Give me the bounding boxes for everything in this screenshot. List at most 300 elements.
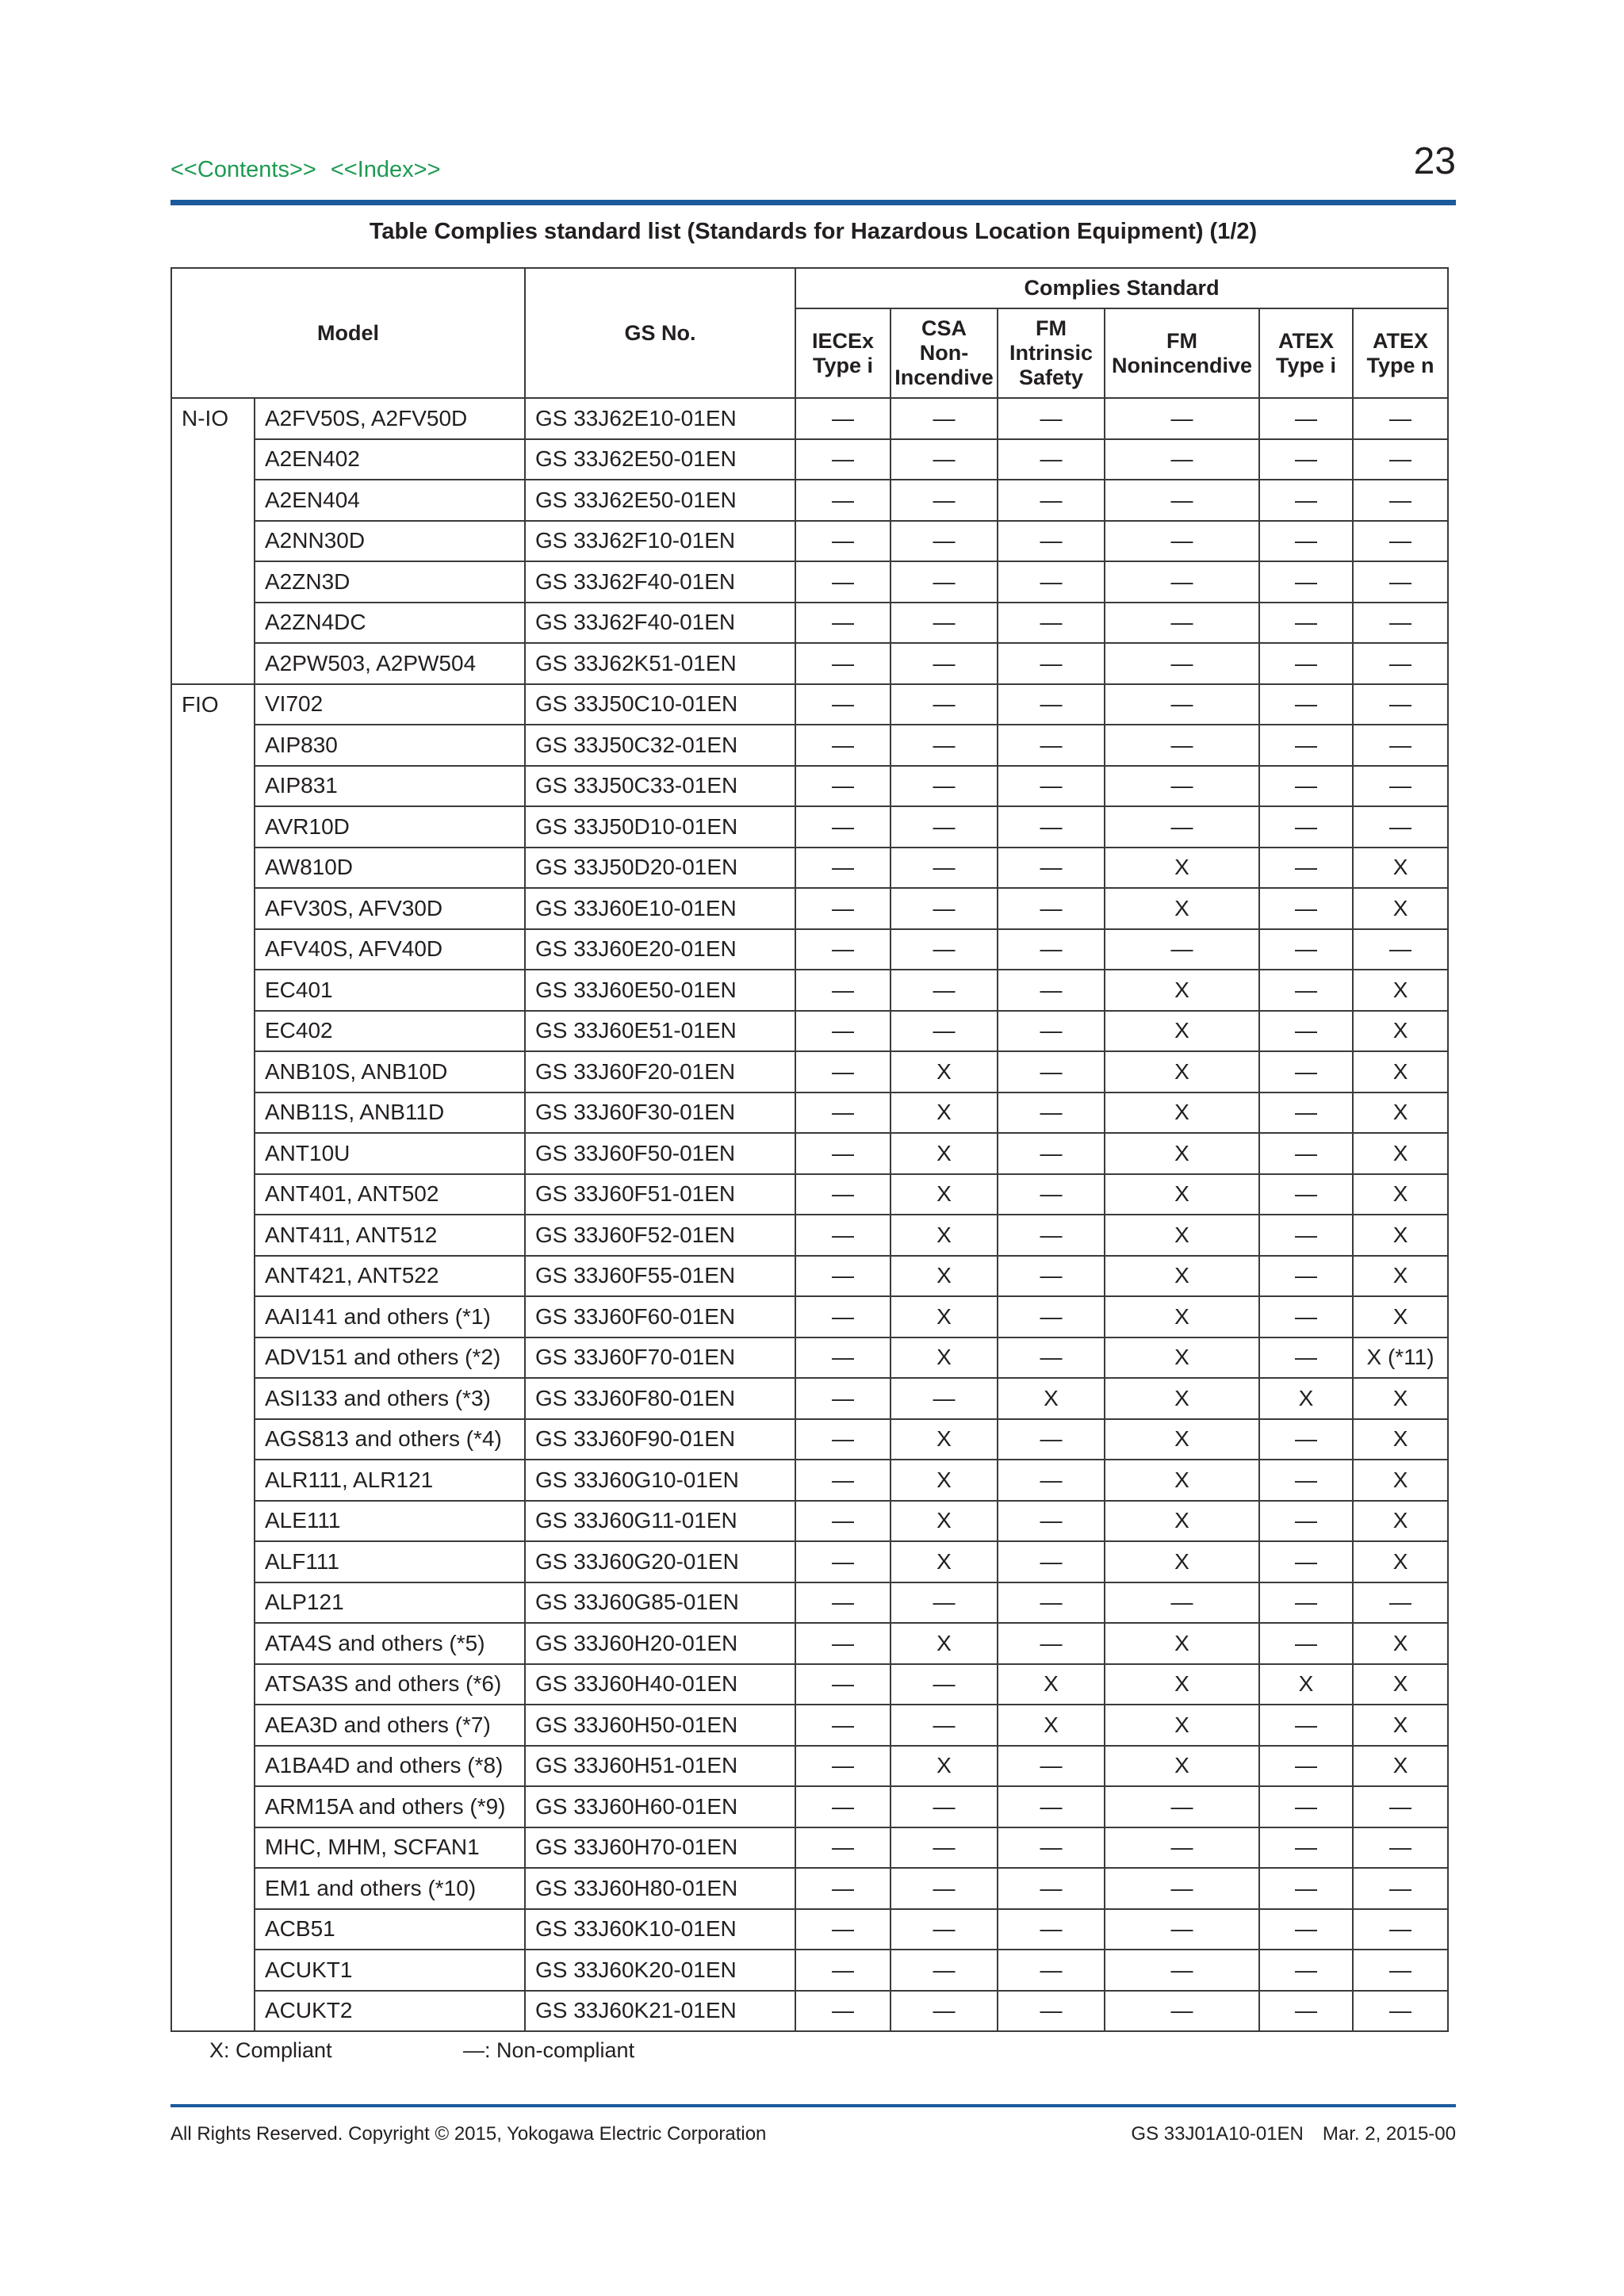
- compliance-cell: X: [1353, 1746, 1448, 1787]
- compliance-cell: —: [1259, 521, 1353, 562]
- compliance-cell: —: [998, 806, 1105, 848]
- gs-number-cell: GS 33J60E50-01EN: [525, 970, 795, 1011]
- table-row: [171, 1746, 1448, 1787]
- compliance-cell: —: [998, 1256, 1105, 1297]
- compliance-cell: —: [795, 1541, 891, 1582]
- compliance-cell: X: [998, 1378, 1105, 1419]
- compliance-cell: —: [795, 1991, 891, 2032]
- compliance-cell: —: [795, 1378, 891, 1419]
- compliance-cell: X: [1105, 1378, 1259, 1419]
- table-row: [171, 1868, 1448, 1909]
- compliance-cell: —: [795, 806, 891, 848]
- compliance-cell: —: [795, 1582, 891, 1624]
- compliance-cell: —: [1105, 1827, 1259, 1869]
- compliance-cell: —: [1259, 929, 1353, 970]
- compliance-cell: —: [998, 480, 1105, 521]
- model-cell: ANT10U: [255, 1133, 525, 1174]
- standard-header-line: Type i: [812, 353, 874, 377]
- compliance-cell: —: [998, 929, 1105, 970]
- compliance-cell: —: [998, 1174, 1105, 1215]
- gs-number-cell: GS 33J62F40-01EN: [525, 603, 795, 644]
- gs-number-cell: GS 33J60G10-01EN: [525, 1460, 795, 1501]
- table-row: [171, 888, 1448, 929]
- compliance-cell: X: [1353, 1296, 1448, 1337]
- compliance-cell: X: [1353, 1501, 1448, 1542]
- gs-number-cell: GS 33J60H60-01EN: [525, 1786, 795, 1827]
- table-row: [171, 1011, 1448, 1052]
- compliance-cell: —: [795, 684, 891, 725]
- compliance-cell: X: [1353, 1623, 1448, 1664]
- compliance-cell: —: [891, 398, 998, 439]
- footer-rule: [170, 2104, 1456, 2107]
- model-cell: ANT421, ANT522: [255, 1256, 525, 1297]
- compliance-cell: —: [795, 766, 891, 807]
- compliance-cell: —: [1259, 603, 1353, 644]
- compliance-cell: —: [891, 1011, 998, 1052]
- gs-number-cell: GS 33J60F20-01EN: [525, 1051, 795, 1093]
- compliance-cell: —: [795, 603, 891, 644]
- table-row: [171, 561, 1448, 603]
- compliance-cell: —: [891, 1705, 998, 1746]
- gs-number-cell: GS 33J60H40-01EN: [525, 1664, 795, 1705]
- compliance-cell: X: [1353, 1133, 1448, 1174]
- table-row: [171, 1541, 1448, 1582]
- compliance-cell: X: [1353, 888, 1448, 929]
- compliance-cell: —: [795, 1419, 891, 1460]
- compliance-cell: —: [891, 1950, 998, 1991]
- contents-link[interactable]: <<Contents>>: [170, 157, 316, 182]
- gs-number-cell: GS 33J50C32-01EN: [525, 725, 795, 766]
- compliance-cell: —: [1105, 643, 1259, 684]
- legend: [209, 2038, 635, 2063]
- gs-number-cell: GS 33J60F80-01EN: [525, 1378, 795, 1419]
- gs-number-cell: GS 33J60G85-01EN: [525, 1582, 795, 1624]
- table-row: [171, 398, 1448, 439]
- page-number: 23: [1413, 140, 1456, 182]
- group-label: N-IO: [171, 398, 255, 684]
- compliance-cell: —: [1259, 1051, 1353, 1093]
- gs-number-cell: GS 33J62F10-01EN: [525, 521, 795, 562]
- group-label: FIO: [171, 684, 255, 2032]
- gs-number-cell: GS 33J60K20-01EN: [525, 1950, 795, 1991]
- compliance-cell: X: [1105, 1093, 1259, 1134]
- compliance-cell: —: [1353, 398, 1448, 439]
- compliance-cell: —: [998, 888, 1105, 929]
- compliance-cell: —: [1105, 806, 1259, 848]
- model-cell: ADV151 and others (*2): [255, 1337, 525, 1379]
- compliance-cell: —: [998, 766, 1105, 807]
- compliance-cell: —: [795, 970, 891, 1011]
- compliance-cell: X: [1353, 1256, 1448, 1297]
- compliance-cell: X: [1105, 1011, 1259, 1052]
- compliance-cell: X: [891, 1746, 998, 1787]
- table-row: [171, 1582, 1448, 1624]
- model-cell: AVR10D: [255, 806, 525, 848]
- model-cell: AFV30S, AFV30D: [255, 888, 525, 929]
- compliance-cell: X: [1105, 1215, 1259, 1256]
- standard-header-line: ATEX: [1277, 328, 1334, 353]
- standard-header: [891, 308, 998, 398]
- table-row: [171, 970, 1448, 1011]
- model-cell: ANB10S, ANB10D: [255, 1051, 525, 1093]
- compliance-cell: X: [1353, 1378, 1448, 1419]
- table-row: [171, 643, 1448, 684]
- compliance-cell: —: [1259, 1501, 1353, 1542]
- model-cell: A2EN404: [255, 480, 525, 521]
- footer-doc-info: [1131, 2123, 1456, 2145]
- compliance-cell: —: [891, 1868, 998, 1909]
- model-cell: ANB11S, ANB11D: [255, 1093, 525, 1134]
- compliance-cell: —: [1259, 1541, 1353, 1582]
- compliance-cell: —: [1259, 684, 1353, 725]
- compliance-cell: X: [891, 1623, 998, 1664]
- compliance-cell: —: [1259, 1746, 1353, 1787]
- compliance-cell: —: [998, 1215, 1105, 1256]
- model-cell: ANT411, ANT512: [255, 1215, 525, 1256]
- compliance-cell: —: [891, 1827, 998, 1869]
- table-row: [171, 1705, 1448, 1746]
- compliance-cell: —: [795, 1746, 891, 1787]
- model-cell: EC402: [255, 1011, 525, 1052]
- compliance-cell: —: [998, 1501, 1105, 1542]
- table-row: [171, 929, 1448, 970]
- compliance-cell: X: [891, 1296, 998, 1337]
- gs-number-cell: GS 33J60H51-01EN: [525, 1746, 795, 1787]
- compliance-cell: —: [1353, 1827, 1448, 1869]
- gs-number-cell: GS 33J50C33-01EN: [525, 766, 795, 807]
- compliance-cell: X: [1105, 1337, 1259, 1379]
- standard-header-line: Type i: [1275, 353, 1337, 377]
- standard-header-line: Type n: [1366, 353, 1434, 377]
- compliance-cell: —: [1259, 806, 1353, 848]
- compliance-cell: X: [1353, 848, 1448, 889]
- gs-number-cell: GS 33J60G11-01EN: [525, 1501, 795, 1542]
- compliance-cell: —: [1353, 1909, 1448, 1950]
- gs-number-cell: GS 33J62E10-01EN: [525, 398, 795, 439]
- compliance-cell: —: [1259, 1786, 1353, 1827]
- legend-non-compliant: —: Non-compliant: [463, 2038, 635, 2062]
- compliance-cell: —: [891, 725, 998, 766]
- compliance-cell: X: [1105, 1296, 1259, 1337]
- compliance-cell: —: [1353, 1868, 1448, 1909]
- compliance-cell: —: [891, 684, 998, 725]
- table-row: [171, 1174, 1448, 1215]
- compliance-cell: —: [998, 1133, 1105, 1174]
- compliance-cell: X: [1105, 1460, 1259, 1501]
- compliance-cell: —: [795, 1174, 891, 1215]
- compliance-cell: —: [998, 1991, 1105, 2032]
- gs-number-cell: GS 33J60F60-01EN: [525, 1296, 795, 1337]
- model-cell: ANT401, ANT502: [255, 1174, 525, 1215]
- compliance-cell: —: [1259, 1419, 1353, 1460]
- compliance-cell: —: [1105, 1950, 1259, 1991]
- gs-number-cell: GS 33J60H50-01EN: [525, 1705, 795, 1746]
- compliance-cell: X: [1353, 1174, 1448, 1215]
- compliance-cell: —: [998, 439, 1105, 480]
- compliance-cell: —: [1259, 1011, 1353, 1052]
- model-cell: AEA3D and others (*7): [255, 1705, 525, 1746]
- compliance-cell: X: [1353, 970, 1448, 1011]
- compliance-cell: —: [795, 1337, 891, 1379]
- standard-header-line: Nonincendive: [1111, 353, 1253, 377]
- compliance-cell: —: [1259, 1337, 1353, 1379]
- compliance-cell: —: [1259, 1215, 1353, 1256]
- model-header: Model: [171, 268, 525, 398]
- compliance-cell: —: [998, 1827, 1105, 1869]
- table-row: [171, 439, 1448, 480]
- gs-number-cell: GS 33J60F55-01EN: [525, 1256, 795, 1297]
- compliance-cell: X: [891, 1215, 998, 1256]
- model-cell: AIP831: [255, 766, 525, 807]
- compliance-cell: —: [998, 1909, 1105, 1950]
- compliance-cell: —: [1259, 1093, 1353, 1134]
- gs-number-cell: GS 33J60F52-01EN: [525, 1215, 795, 1256]
- compliance-cell: —: [1353, 725, 1448, 766]
- compliance-cell: —: [1259, 439, 1353, 480]
- compliance-cell: —: [1105, 684, 1259, 725]
- model-cell: ACUKT2: [255, 1991, 525, 2032]
- model-cell: ALP121: [255, 1582, 525, 1624]
- compliance-cell: —: [795, 888, 891, 929]
- compliance-cell: —: [1259, 725, 1353, 766]
- model-cell: A2ZN3D: [255, 561, 525, 603]
- compliance-cell: —: [1353, 1582, 1448, 1624]
- compliance-cell: —: [1353, 561, 1448, 603]
- compliance-cell: X: [1105, 1174, 1259, 1215]
- standard-header-line: Non-: [919, 341, 969, 365]
- compliance-cell: —: [998, 398, 1105, 439]
- compliance-cell: —: [891, 766, 998, 807]
- standard-header-line: CSA: [921, 316, 967, 340]
- table-row: [171, 1909, 1448, 1950]
- compliance-cell: —: [998, 1541, 1105, 1582]
- compliance-cell: —: [998, 1746, 1105, 1787]
- compliance-cell: —: [891, 806, 998, 848]
- compliance-cell: X: [1353, 1011, 1448, 1052]
- model-cell: ALR111, ALR121: [255, 1460, 525, 1501]
- table-row: [171, 1991, 1448, 2032]
- compliance-cell: —: [795, 1868, 891, 1909]
- table-row: [171, 1786, 1448, 1827]
- compliance-cell: —: [795, 1011, 891, 1052]
- standard-header-line: FM: [1166, 328, 1197, 353]
- standard-header-line: IECEx: [811, 328, 875, 353]
- compliance-cell: X: [1353, 1215, 1448, 1256]
- compliance-cell: X: [1353, 1419, 1448, 1460]
- standard-header: [1259, 308, 1353, 398]
- compliance-cell: X: [1105, 1419, 1259, 1460]
- model-cell: ATA4S and others (*5): [255, 1623, 525, 1664]
- model-cell: VI702: [255, 684, 525, 725]
- compliance-cell: —: [891, 1786, 998, 1827]
- compliance-cell: X: [998, 1664, 1105, 1705]
- compliance-cell: —: [891, 929, 998, 970]
- gs-number-cell: GS 33J60K21-01EN: [525, 1991, 795, 2032]
- compliance-cell: X: [1259, 1664, 1353, 1705]
- compliance-cell: —: [1105, 1991, 1259, 2032]
- footer-doc-id: GS 33J01A10-01EN: [1131, 2123, 1304, 2145]
- compliance-cell: X: [891, 1460, 998, 1501]
- model-cell: AAI141 and others (*1): [255, 1296, 525, 1337]
- standard-header-line: Incendive: [894, 365, 994, 389]
- compliance-cell: —: [1259, 1991, 1353, 2032]
- compliance-cell: —: [1105, 1909, 1259, 1950]
- compliance-cell: X: [1105, 1541, 1259, 1582]
- compliance-cell: —: [1353, 521, 1448, 562]
- table-title: Table Complies standard list (Standards for Hazardous Location Equipment) (1/2): [369, 219, 1258, 244]
- model-cell: ASI133 and others (*3): [255, 1378, 525, 1419]
- compliance-cell: —: [795, 1296, 891, 1337]
- compliance-cell: —: [795, 1051, 891, 1093]
- compliance-cell: —: [795, 643, 891, 684]
- standard-header-line: Intrinsic: [1009, 341, 1094, 365]
- compliance-cell: —: [795, 1623, 891, 1664]
- gs-number-cell: GS 33J62K51-01EN: [525, 643, 795, 684]
- nav-links: [170, 157, 441, 183]
- table-row: [171, 1215, 1448, 1256]
- compliance-cell: —: [1105, 766, 1259, 807]
- gs-number-cell: GS 33J60K10-01EN: [525, 1909, 795, 1950]
- compliance-cell: —: [1353, 603, 1448, 644]
- compliance-cell: X: [1105, 848, 1259, 889]
- compliance-cell: —: [1105, 929, 1259, 970]
- gs-number-cell: GS 33J60F30-01EN: [525, 1093, 795, 1134]
- compliance-cell: X: [891, 1051, 998, 1093]
- model-cell: A2NN30D: [255, 521, 525, 562]
- compliance-cell: —: [795, 1786, 891, 1827]
- compliance-cell: X: [1353, 1541, 1448, 1582]
- table-row: [171, 725, 1448, 766]
- compliance-cell: —: [1105, 439, 1259, 480]
- model-cell: MHC, MHM, SCFAN1: [255, 1827, 525, 1869]
- compliance-cell: —: [998, 603, 1105, 644]
- model-cell: ALE111: [255, 1501, 525, 1542]
- compliance-cell: —: [1353, 684, 1448, 725]
- compliance-cell: —: [891, 643, 998, 684]
- compliance-cell: —: [795, 480, 891, 521]
- gs-number-cell: GS 33J62E50-01EN: [525, 439, 795, 480]
- compliance-cell: —: [891, 1991, 998, 2032]
- compliance-cell: —: [795, 848, 891, 889]
- compliance-cell: —: [1259, 1174, 1353, 1215]
- compliance-cell: X: [1105, 1623, 1259, 1664]
- compliance-cell: —: [998, 1623, 1105, 1664]
- compliance-cell: —: [891, 888, 998, 929]
- compliance-cell: X: [891, 1337, 998, 1379]
- compliance-cell: —: [1105, 725, 1259, 766]
- model-cell: ACB51: [255, 1909, 525, 1950]
- legend-compliant: X: Compliant: [209, 2038, 332, 2062]
- gs-number-cell: GS 33J62E50-01EN: [525, 480, 795, 521]
- compliance-cell: X: [1105, 1746, 1259, 1787]
- gs-number-cell: GS 33J50D20-01EN: [525, 848, 795, 889]
- compliance-cell: X: [891, 1501, 998, 1542]
- compliance-cell: X: [891, 1174, 998, 1215]
- compliance-cell: —: [795, 1827, 891, 1869]
- compliance-cell: —: [998, 1460, 1105, 1501]
- model-cell: A2EN402: [255, 439, 525, 480]
- compliance-cell: X: [1353, 1664, 1448, 1705]
- table-row: [171, 1623, 1448, 1664]
- compliance-cell: X: [1105, 970, 1259, 1011]
- compliance-cell: —: [998, 1093, 1105, 1134]
- table-row: [171, 480, 1448, 521]
- compliance-cell: X: [1353, 1051, 1448, 1093]
- standard-header: [1353, 308, 1448, 398]
- model-cell: AGS813 and others (*4): [255, 1419, 525, 1460]
- compliance-cell: —: [891, 1664, 998, 1705]
- compliance-cell: —: [1259, 1460, 1353, 1501]
- table-row: [171, 521, 1448, 562]
- compliance-cell: —: [1353, 766, 1448, 807]
- model-cell: A2FV50S, A2FV50D: [255, 398, 525, 439]
- compliance-cell: —: [998, 1786, 1105, 1827]
- model-cell: A1BA4D and others (*8): [255, 1746, 525, 1787]
- compliance-cell: —: [795, 1093, 891, 1134]
- standard-header-line: Safety: [1018, 365, 1084, 389]
- compliance-cell: —: [1259, 1256, 1353, 1297]
- table-row: [171, 1256, 1448, 1297]
- gs-number-cell: GS 33J60G20-01EN: [525, 1541, 795, 1582]
- compliance-cell: —: [1259, 1623, 1353, 1664]
- table-row: [171, 1460, 1448, 1501]
- table-row: [171, 1378, 1448, 1419]
- compliance-cell: —: [998, 684, 1105, 725]
- compliance-cell: —: [1353, 1786, 1448, 1827]
- compliance-cell: —: [795, 725, 891, 766]
- gs-number-cell: GS 33J60H80-01EN: [525, 1868, 795, 1909]
- table-row: [171, 806, 1448, 848]
- compliance-cell: X: [891, 1133, 998, 1174]
- index-link[interactable]: <<Index>>: [330, 157, 441, 182]
- compliance-cell: —: [795, 439, 891, 480]
- compliance-cell: —: [1259, 398, 1353, 439]
- compliance-cell: X: [891, 1256, 998, 1297]
- table-row: [171, 684, 1448, 725]
- compliance-cell: —: [891, 480, 998, 521]
- compliance-cell: —: [795, 1705, 891, 1746]
- gs-number-cell: GS 33J60E10-01EN: [525, 888, 795, 929]
- compliance-cell: —: [891, 848, 998, 889]
- compliance-cell: —: [998, 561, 1105, 603]
- gs-number-cell: GS 33J60F50-01EN: [525, 1133, 795, 1174]
- compliance-cell: —: [1105, 521, 1259, 562]
- compliance-cell: —: [891, 970, 998, 1011]
- compliance-cell: —: [795, 1133, 891, 1174]
- standard-header: [795, 308, 891, 398]
- table-row: [171, 603, 1448, 644]
- compliance-cell: —: [1105, 603, 1259, 644]
- compliance-cell: X: [1105, 1705, 1259, 1746]
- compliance-cell: —: [1259, 1133, 1353, 1174]
- compliance-cell: —: [795, 521, 891, 562]
- compliance-cell: —: [891, 1378, 998, 1419]
- compliance-cell: —: [891, 521, 998, 562]
- gs-number-cell: GS 33J60H70-01EN: [525, 1827, 795, 1869]
- gs-number-cell: GS 33J62F40-01EN: [525, 561, 795, 603]
- compliance-cell: —: [891, 1582, 998, 1624]
- compliance-cell: —: [1259, 848, 1353, 889]
- table-row: [171, 848, 1448, 889]
- compliance-cell: X: [1105, 888, 1259, 929]
- compliance-cell: —: [795, 1909, 891, 1950]
- table-row: [171, 1664, 1448, 1705]
- compliance-cell: —: [1105, 1868, 1259, 1909]
- compliance-cell: —: [998, 1011, 1105, 1052]
- compliance-cell: —: [1353, 806, 1448, 848]
- compliance-cell: —: [795, 1501, 891, 1542]
- gs-number-cell: GS 33J50D10-01EN: [525, 806, 795, 848]
